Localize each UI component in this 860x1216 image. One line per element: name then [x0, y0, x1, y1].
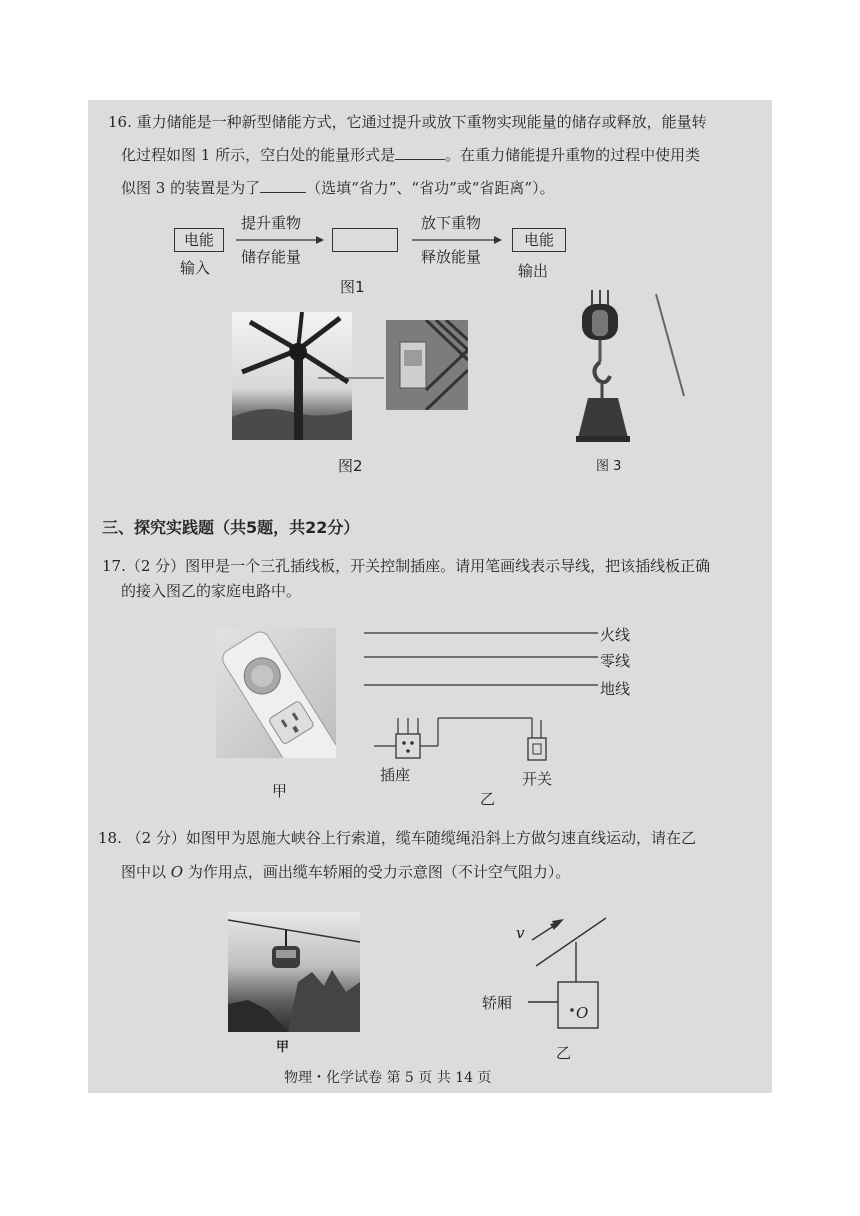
fig3-caption: 图 3 — [596, 459, 622, 474]
fig1-caption: 图1 — [340, 278, 365, 296]
exam-page — [88, 100, 772, 1093]
fig1-lift-label: 提升重物 — [241, 214, 302, 232]
live-wire-label: 火线 — [600, 626, 631, 644]
ground-wire-label: 地线 — [600, 680, 631, 698]
fig2-caption: 图2 — [338, 457, 363, 475]
fig1-drop-label: 放下重物 — [421, 214, 482, 232]
fig1-input-label: 输入 — [180, 259, 211, 277]
q17-caption-b: 乙 — [480, 790, 496, 808]
fig1-electric-energy-output-box: 电能 — [512, 228, 566, 252]
cabin-label: 轿厢 — [482, 994, 513, 1012]
fig1-store-label: 储存能量 — [241, 248, 302, 266]
q18-caption-b: 乙 — [556, 1044, 572, 1062]
neutral-wire-label: 零线 — [600, 652, 631, 670]
q16-line-1: 16. 重力储能是一种新型储能方式，它通过提升或放下重物实现能量的储存或释放，能量转 — [108, 113, 707, 131]
q16-line-3-start: 似图 3 的装置是为了 — [121, 179, 261, 197]
q16-line-2-end: 。在重力储能提升重物的过程中使用类 — [445, 146, 701, 164]
q16-line-3-end: （选填“省力”、“省功”或“省距离”）。 — [306, 179, 555, 197]
q18-point-o-text: O — [170, 863, 184, 881]
q16-line-2-start: 化过程如图 1 所示，空白处的能量形式是 — [121, 146, 396, 164]
fig1-electric-energy-input-box: 电能 — [174, 228, 224, 252]
q18-force-diagram — [88, 100, 772, 1093]
switch-label: 开关 — [522, 770, 553, 788]
q17-line-1: 17.（2 分）图甲是一个三孔插线板，开关控制插座。请用笔画线表示导线，把该插线板正确 — [102, 557, 711, 575]
fig1-output-label: 输出 — [518, 262, 549, 280]
section-3-title: 三、探究实践题（共5题，共22分） — [102, 518, 360, 537]
q17-caption-a: 甲 — [272, 782, 288, 800]
q18-caption-a: 甲 — [276, 1040, 290, 1055]
q18-line-2-start: 图中以 — [121, 863, 171, 881]
fig1-release-label: 释放能量 — [421, 248, 482, 266]
socket-label: 插座 — [380, 766, 411, 784]
q18-line-1: 18. （2 分）如图甲为恩施大峡谷上行索道，缆车随缆绳沿斜上方做匀速直线运动，请在乙 — [98, 829, 696, 847]
point-o-label: O — [576, 1004, 589, 1022]
q17-line-2: 的接入图乙的家庭电路中。 — [121, 582, 302, 600]
q18-line-2-end: 为作用点，画出缆车轿厢的受力示意图（不计空气阻力）。 — [183, 863, 571, 881]
velocity-label: v — [516, 924, 525, 942]
page-footer: 物理・化学试卷 第 5 页 共 14 页 — [284, 1070, 492, 1086]
